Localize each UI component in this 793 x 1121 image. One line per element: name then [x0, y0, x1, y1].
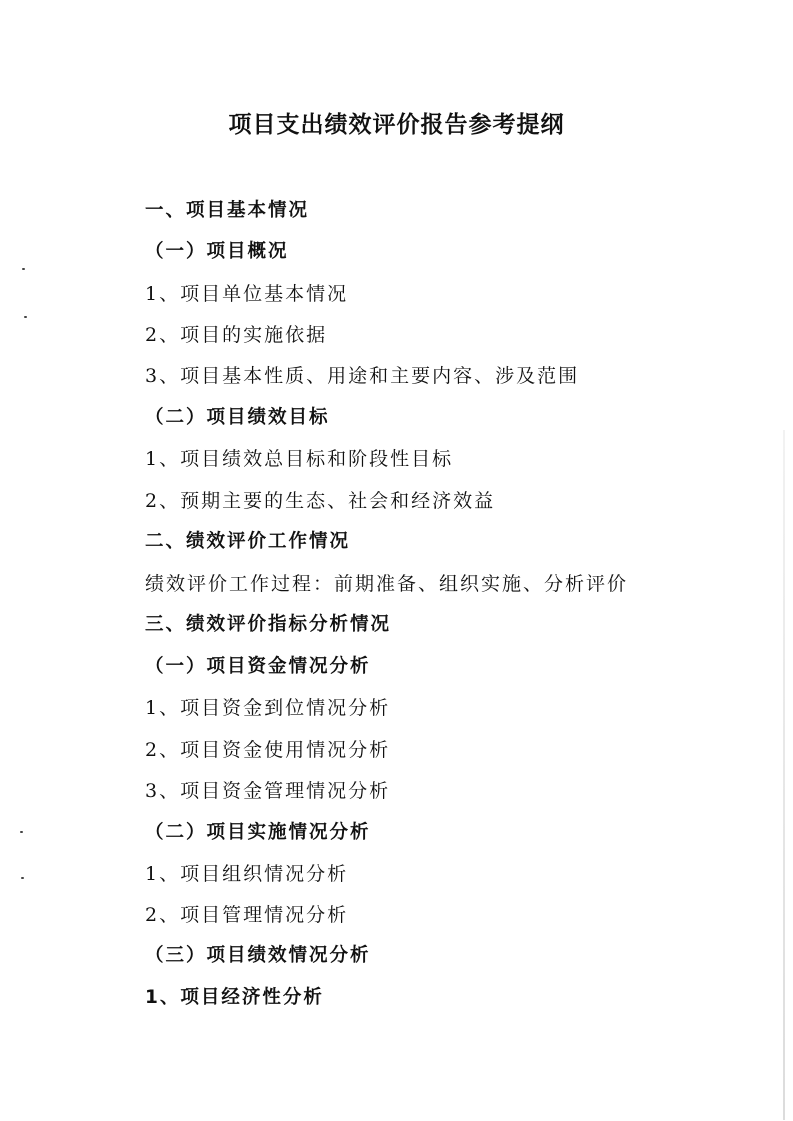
scan-speck — [24, 316, 27, 318]
section-heading-1: 一、项目基本情况 — [145, 200, 310, 221]
outline-item: 2、项目资金使用情况分析 — [145, 739, 391, 761]
outline-item: 2、预期主要的生态、社会和经济效益 — [145, 490, 496, 512]
scan-edge-shadow — [783, 430, 785, 1120]
subsection-heading-3-1: （一）项目资金情况分析 — [145, 656, 371, 677]
outline-item: 1、项目经济性分析 — [145, 987, 324, 1008]
outline-item: 3、项目资金管理情况分析 — [145, 780, 391, 802]
subsection-heading-1-2: （二）项目绩效目标 — [145, 407, 330, 428]
outline-item: 绩效评价工作过程：前期准备、组织实施、分析评价 — [145, 573, 629, 595]
outline-item: 2、项目管理情况分析 — [145, 904, 349, 926]
section-heading-3: 三、绩效评价指标分析情况 — [145, 614, 392, 635]
outline-item: 3、项目基本性质、用途和主要内容、涉及范围 — [145, 365, 580, 387]
scan-speck — [21, 877, 24, 879]
outline-item: 1、项目单位基本情况 — [145, 283, 349, 305]
page-title: 项目支出绩效评价报告参考提纲 — [228, 112, 565, 138]
section-heading-2: 二、绩效评价工作情况 — [145, 531, 351, 552]
outline-item: 2、项目的实施依据 — [145, 324, 328, 346]
subsection-heading-3-3: （三）项目绩效情况分析 — [145, 945, 371, 966]
subsection-heading-3-2: （二）项目实施情况分析 — [145, 822, 371, 843]
outline-item: 1、项目绩效总目标和阶段性目标 — [145, 448, 454, 470]
outline-item: 1、项目资金到位情况分析 — [145, 697, 391, 719]
outline-item: 1、项目组织情况分析 — [145, 863, 349, 885]
scan-speck — [22, 268, 25, 270]
subsection-heading-1-1: （一）项目概况 — [145, 241, 289, 262]
scan-speck — [20, 831, 23, 833]
